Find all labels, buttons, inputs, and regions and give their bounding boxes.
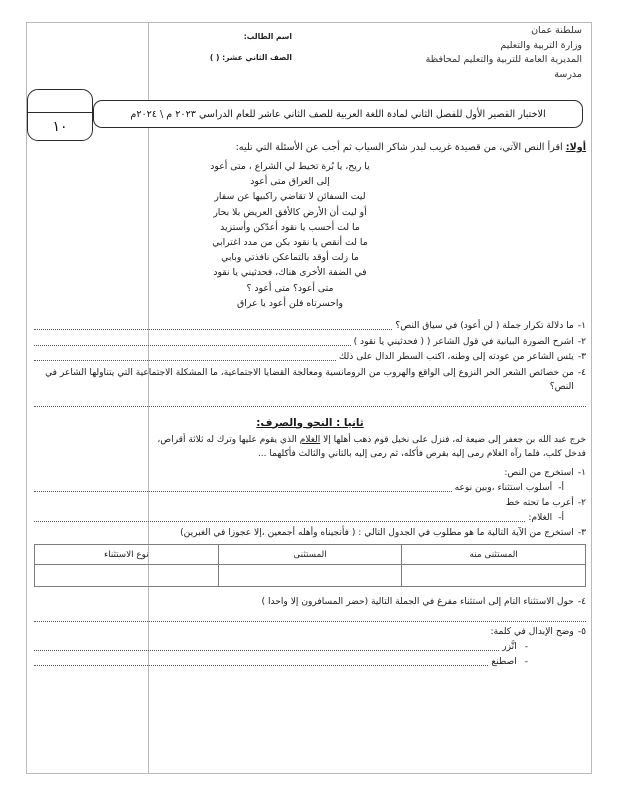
poem-line: ما لت أحسب يا نقود أعدّكن وأستزيد [220,221,360,233]
poem-line: إلى العراق متى أعود [250,176,330,188]
section-two-questions [34,466,586,541]
poem-line: ليت السفائن لا تقاضي راكبيها عن سفار [214,191,366,203]
student-name-label: اسم الطالب: [243,32,292,41]
question-text: استخرج من الآية التالية ما هو مطلوب في الجدول التالي : ( فأنجيناه وأهله أجمعين ،إلا عجوزا في الغبرين) [180,527,574,538]
mark-box-total-value: ١٠ [52,119,68,135]
ibdal-word: اصطنع [491,657,517,668]
question-item [34,625,586,640]
table-header-row [35,545,586,565]
sub-question-number: أ- [558,513,564,524]
table-header-cell: المستثنى [218,545,402,565]
section-one-instruction: اقرأ النص الآتي، من قصيدة غريب لبدر شاكر السياب ثم أجب عن الأسئلة التي تليه: [235,142,563,153]
table-cell[interactable] [218,565,402,587]
ibdal-word: اتَّزر [502,642,517,653]
poem-line: في الضفة الأخرى هناك، فحدثيني يا نقود [213,267,367,279]
exam-body [34,140,586,670]
question-item [34,319,586,334]
question-item [34,335,586,350]
istithna-table [34,544,586,587]
school-line-directorate: المديرية العامة للتربية والتعليم لمحافظة [425,54,582,65]
question-text: ما دلالة تكرار جملة ( لن أعود) في سياق النص؟ [395,321,574,332]
question-item [34,466,586,481]
answer-line[interactable] [34,397,586,407]
question-item [34,496,586,511]
page-header [26,22,592,94]
question-item [34,366,586,395]
table-row [35,565,586,587]
question-text: أعرب ما تحته خط [505,497,574,508]
poem-line: يا ريح، يا بُرة تخيط لي الشراع ، متى أعود [210,161,370,172]
school-line-country: سلطنة عمان [531,25,582,36]
poem-line: متى أعود؟ متى أعود ؟ [246,282,334,294]
bullet-marker: - [524,657,528,668]
answer-line[interactable] [34,640,499,651]
question-text: استخرج من النص: [504,467,574,478]
question-item [34,350,586,365]
poem-line: ما زلت أوقد بالتماعكن نافذتي وبابي [221,252,359,264]
passage-part-1: خرج عبد الله بن جعفر إلى ضيعة له، فنزل على نخيل قوم ذهب أهلها إلا [320,434,586,445]
ibdal-item [34,655,586,670]
bullet-marker: - [524,642,528,653]
sub-question-text: أسلوب استثناء ،وبين نوعه [454,483,553,494]
question-text: يئس الشاعر من عودته إلى وطنه، اكتب السطر الدال على ذلك [338,352,574,363]
question-number: ٤- [577,367,586,378]
question-item [34,526,586,541]
poem-line: أو ليت أن الأرض كالأفق العريض بلا بحار [213,206,367,218]
sub-question-item [34,481,586,496]
poem-line: واحسرتاه فلن أعود يا عراق [237,297,343,309]
school-line-school: مدرسة [554,68,582,80]
question-number: ٤- [577,597,586,608]
answer-line[interactable] [34,350,336,361]
section-one-questions [34,319,586,407]
school-identity-block [426,24,582,82]
school-line-ministry: وزارة التربية والتعليم [500,39,582,51]
question-number: ٥- [577,626,586,637]
sub-question-text: الغلام: [528,513,553,524]
answer-line[interactable] [34,481,452,492]
mark-box-empty-cell[interactable] [28,90,92,113]
table-cell[interactable] [402,565,586,587]
student-info-block [210,26,292,68]
answer-line[interactable] [34,511,525,522]
poem-line: ما لت أنقص يا نقود بكن من مدد اغترابي [212,237,368,249]
question-text: حول الاستثناء التام إلى استثناء مفرغ في الجملة التالية (حضر المسافرون إلا واحدا ) [261,597,574,608]
passage-part-2: الذي يقوم عليها وترك له ثلاثة أقراص، [157,434,300,445]
question-number: ٣- [577,527,586,538]
answer-line[interactable] [34,612,586,622]
question-item [34,595,586,610]
passage-underlined-word: الغلام [299,434,321,445]
answer-line[interactable] [34,335,351,346]
question-text: وضح الإبدال في كلمة: [490,626,574,637]
answer-line[interactable] [34,319,392,330]
table-cell[interactable] [35,565,219,587]
sub-question-item [34,511,586,526]
sub-question-number: أ- [558,483,564,494]
exam-title: الاختبار القصير الأول للفصل الثاني لمادة اللغة العربية للصف الثاني عاشر للعام الدراسي ٢٠٢٣ م \ ٢٠٢٤م [93,100,583,128]
grammar-passage [34,433,586,462]
answer-line[interactable] [34,655,488,666]
grade-label: الصف الثاني عشر: ( ) [209,53,292,62]
passage-line-2: فدخل كلب، فلما رآه الغلام رمى إليه بقرص فأكله، ثم رمى إليه بالثاني والثالث فأكلهما ... [257,449,586,460]
question-text: اشرح الصورة البيانية في قول الشاعر ( ( فحدثيني يا نقود ) [353,336,574,347]
poem-block [34,159,586,311]
section-two-heading: ثانيا : النحو والصرف: [256,416,364,429]
table-header-cell: المستثنى منه [402,545,586,565]
question-number: ٢- [577,497,586,508]
section-one-lead: أولا: [565,142,586,153]
question-number: ٢- [577,336,586,347]
section-one-heading [34,140,586,155]
table-header-cell: نوع الاستثناء [35,545,219,565]
ibdal-item [34,640,586,655]
question-text: من خصائص الشعر الحر النزوع إلى الواقع والهروب من الرومانسية ومعالجة القضايا الاجتماعية، ما المشكلة الاجتماعية التي يتناولها الشاعر في النص؟ [45,367,574,393]
question-number: ١- [577,467,586,478]
section-two-questions-tail [34,595,586,670]
mark-box [27,89,93,141]
question-number: ١- [577,321,586,332]
question-number: ٣- [577,352,586,363]
